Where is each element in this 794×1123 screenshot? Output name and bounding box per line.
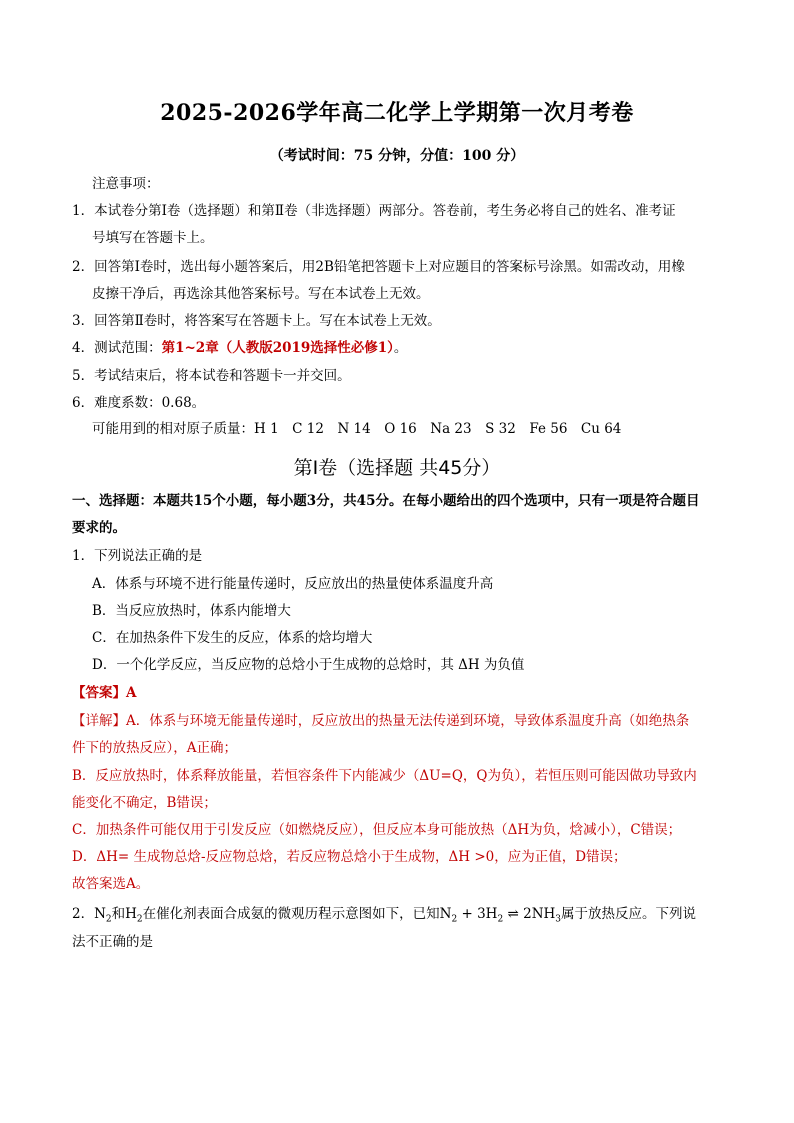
note-text: 考试结束后，将本试卷和答题卡一并交回。 (94, 368, 351, 384)
exam-info: （考试时间：75 分钟，分值：100 分） (269, 148, 525, 164)
explanation-line: 能变化不确定，B错误； (72, 795, 217, 811)
question-1-stem: 1．下列说法正确的是 (72, 548, 203, 564)
note-text: 回答第Ⅱ卷时，将答案写在答题卡上。写在本试卷上无效。 (94, 313, 441, 329)
note-number: 4． (72, 340, 95, 356)
atomic-masses: 可能用到的相对原子质量：H 1 C 12 N 14 O 16 Na 23 S 32 Fe 56 Cu 64 (92, 421, 622, 437)
option-a: A．体系与环境不进行能量传递时，反应放出的热量使体系温度升高 (92, 576, 494, 592)
page-title: 2025-2026学年高二化学上学期第一次月考卷 (160, 100, 634, 126)
notes-heading: 注意事项： (92, 176, 160, 192)
equation: $N_2 + 3H_2$ ⇌ $2NH_3$ (439, 906, 562, 925)
note-1 (72, 201, 676, 221)
explanation-line: 【详解】A．体系与环境无能量传递时，反应放出的热量无法传递到环境，导致体系温度升高（如绝热条 (72, 713, 690, 729)
section-instruction: 一、选择题：本题共15个小题，每小题3分，共45分。在每小题给出的四个选项中，只有一项是符合题目 (72, 493, 700, 509)
note-1-cont: 号填写在答题卡上。 (92, 230, 214, 246)
section-instruction-cont: 要求的。 (72, 520, 126, 536)
note-text: 本试卷分第Ⅰ卷（选择题）和第Ⅱ卷（非选择题）两部分。答卷前，考生务必将自己的姓名、准考证 (94, 203, 676, 219)
note-text: 回答第Ⅰ卷时，选出每小题答案后，用2B铅笔把答题卡上对应题目的答案标号涂黑。如需改动，用橡 (94, 259, 685, 275)
equilibrium-arrow: ⇌ (503, 906, 524, 922)
note-2-cont: 皮擦干净后，再选涂其他答案标号。写在本试卷上无效。 (92, 286, 430, 302)
question-2-stem-cont: 法不正确的是 (72, 934, 153, 950)
note-number: 2． (72, 259, 95, 275)
question-2-stem: 2．$N_2$和$H_2$在催化剂表面合成氨的微观历程示意图如下，已知$N_2 + 3H_2$ ⇌ $2NH_3$属于放热反应。下列说 (72, 906, 697, 925)
option-d: D．一个化学反应，当反应物的总焓小于生成物的总焓时，其 ΔH 为负值 (92, 657, 525, 673)
note-5 (72, 366, 351, 386)
note-number: 1． (72, 203, 95, 219)
note-6 (72, 393, 205, 413)
note-number: 6． (72, 395, 95, 411)
test-range: 第1~2章（人教版2019选择性必修1） (161, 340, 394, 356)
section-title: 第Ⅰ卷（选择题 共45分） (293, 457, 501, 479)
explanation-line: D．ΔH= 生成物总焓-反应物总焓，若反应物总焓小于生成物，ΔH >0，应为正值，D错误； (72, 849, 627, 865)
option-c: C．在加热条件下发生的反应，体系的焓均增大 (92, 630, 373, 646)
note-3 (72, 311, 441, 331)
note-4 (72, 338, 407, 358)
note-number: 3． (72, 313, 95, 329)
note-2 (72, 257, 685, 277)
option-b: B．当反应放热时，体系内能增大 (92, 603, 291, 619)
note-prefix: 测试范围： (94, 340, 162, 356)
explanation-line: 故答案选A。 (72, 876, 150, 892)
answer: 【答案】A (72, 685, 137, 701)
note-text: 难度系数：0.68。 (94, 395, 206, 411)
explanation-line: B．反应放热时，体系释放能量，若恒容条件下内能减少（ΔU=Q，Q为负），若恒压则可能因做功导致内 (72, 768, 697, 784)
note-suffix: 。 (393, 340, 408, 356)
explanation-line: 件下的放热反应），A正确； (72, 740, 237, 756)
note-number: 5． (72, 368, 95, 384)
explanation-line: C．加热条件可能仅用于引发反应（如燃烧反应），但反应本身可能放热（ΔH为负，焓减小），C错误； (72, 822, 682, 838)
